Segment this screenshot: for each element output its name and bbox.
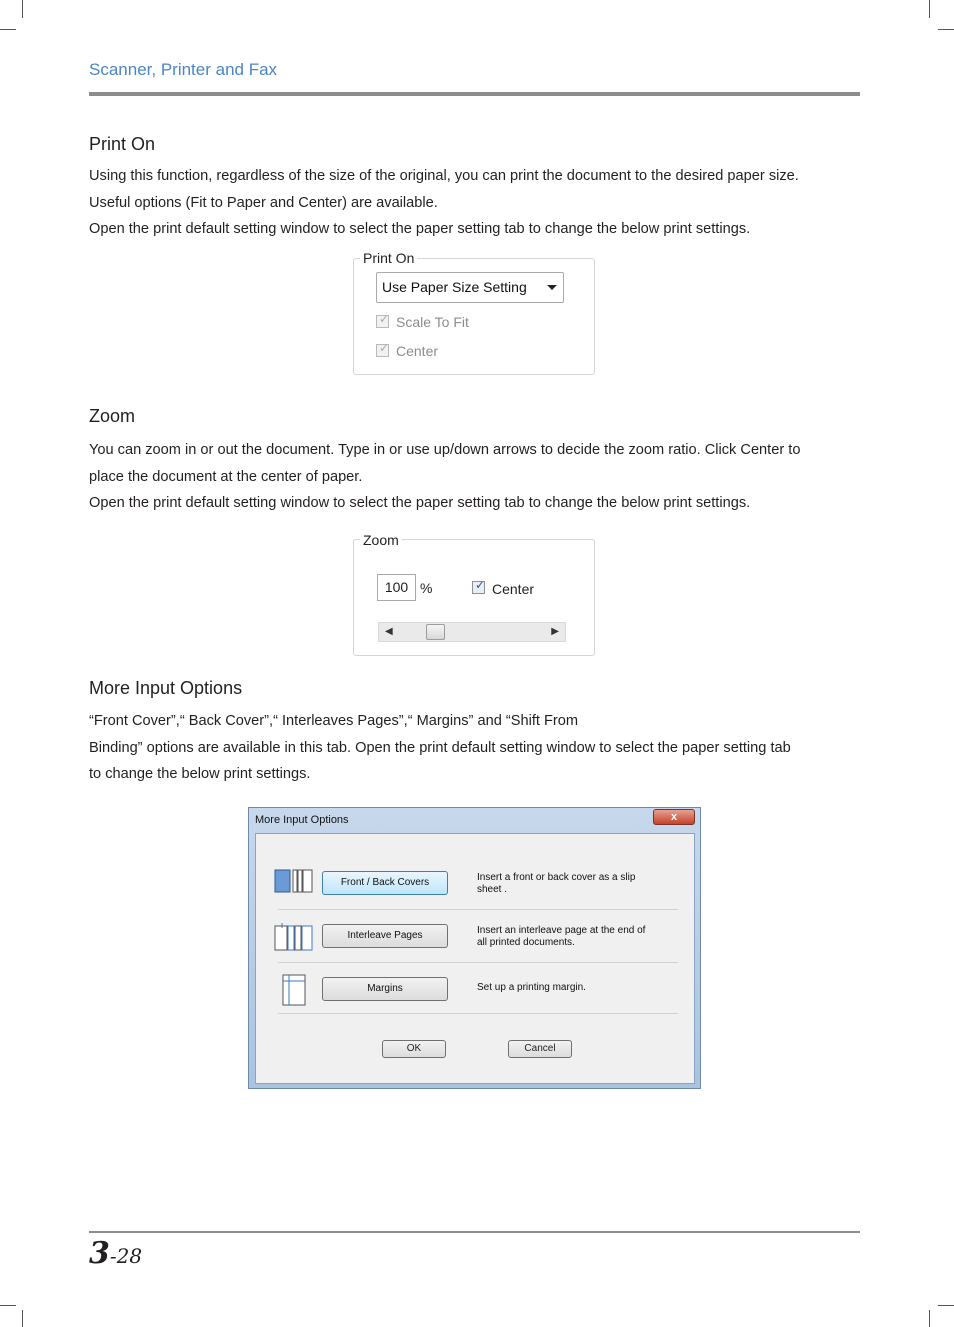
interleave-pages-description [477,925,645,949]
center-label: Center [396,343,439,359]
ok-button[interactable]: OK [382,1040,446,1058]
arrow-right-icon[interactable]: ▶ [551,626,559,637]
crop-mark [22,1310,23,1327]
paragraph-line: to change the below print settings. [89,766,311,782]
slider-thumb[interactable] [426,624,445,640]
zoom-center-checkbox[interactable] [472,578,486,594]
crop-mark [938,29,954,30]
dropdown-value: Use Paper Size Setting [382,279,527,295]
more-input-description [89,708,864,788]
paragraph-line: “Front Cover”,“ Back Cover”,“ Interleaves Pages”,“ Margins” and “Shift From [89,713,579,729]
more-input-options-dialog [248,807,701,1089]
section-title-print-on: Print On [89,134,156,154]
scale-to-fit-label: Scale To Fit [396,314,469,330]
dialog-title: More Input Options [255,814,349,826]
page-number [89,1236,142,1271]
chapter-number: 3 [89,1236,110,1271]
paragraph-line: place the document at the center of paper. [89,468,363,485]
margins-icon [280,972,310,1008]
row-separator [278,909,678,910]
zoom-value-input[interactable]: 100 [377,574,416,601]
paragraph-line: Binding” options are available in this tab. Open the print default setting window to select the paper setting tab [89,739,791,756]
crop-mark [938,1305,954,1306]
dialog-client-area [255,833,695,1084]
cancel-button[interactable]: Cancel [508,1040,572,1058]
desc-line: all printed documents. [477,937,575,948]
check-icon: ✓ [379,341,390,355]
print-on-legend: Print On [360,250,417,266]
arrow-left-icon[interactable]: ◀ [385,626,393,637]
margins-description: Set up a printing margin. [477,982,586,993]
scale-to-fit-checkbox[interactable] [376,312,390,328]
row-separator [278,1013,678,1014]
zoom-center-label: Center [492,581,535,597]
paragraph-line: Useful options (Fit to Paper and Center) are available. [89,194,438,211]
running-header: Scanner, Printer and Fax [89,60,278,79]
paragraph-line: Using this function, regardless of the size of the original, you can print the document to the desired paper size. [89,168,799,184]
section-title-zoom: Zoom [89,406,136,426]
footer-rule [89,1231,860,1233]
section-title-more-input: More Input Options [89,678,243,698]
paragraph-line: Open the print default setting window to select the paper setting tab to change the below print settings. [89,495,751,511]
print-on-description [89,163,864,243]
paper-size-dropdown[interactable] [376,272,564,303]
check-icon: ✓ [379,312,390,326]
margins-button[interactable]: Margins [322,977,448,1001]
header-rule [89,92,860,96]
check-icon: ✓ [475,578,486,592]
desc-line: Insert a front or back cover as a slip [477,872,636,883]
crop-mark [929,1310,930,1327]
interleave-pages-button[interactable]: Interleave Pages [322,924,448,948]
paragraph-line: Open the print default setting window to select the paper setting tab to change the below print settings. [89,221,751,237]
desc-line: Insert an interleave page at the end of [477,925,646,936]
front-back-covers-description [477,872,635,896]
center-checkbox[interactable] [376,341,390,357]
paragraph-line: You can zoom in or out the document. Type in or use up/down arrows to decide the zoom ratio. Click Center to [89,442,801,458]
chevron-down-icon[interactable] [547,285,557,290]
crop-mark [0,1305,16,1306]
front-back-covers-icon [274,868,314,896]
row-separator [278,962,678,963]
close-icon[interactable]: x [653,809,695,825]
zoom-slider[interactable] [378,622,566,642]
front-back-covers-button[interactable]: Front / Back Covers [322,871,448,895]
zoom-groupbox [353,532,595,656]
percent-unit: % [420,580,433,596]
interleave-pages-icon [274,922,314,952]
zoom-description [89,437,864,517]
crop-mark [22,0,23,18]
page-suffix: -28 [109,1244,143,1268]
zoom-legend: Zoom [360,532,402,548]
print-on-groupbox [353,250,595,375]
crop-mark [929,0,930,18]
desc-line: sheet . [477,884,508,895]
crop-mark [0,29,16,30]
